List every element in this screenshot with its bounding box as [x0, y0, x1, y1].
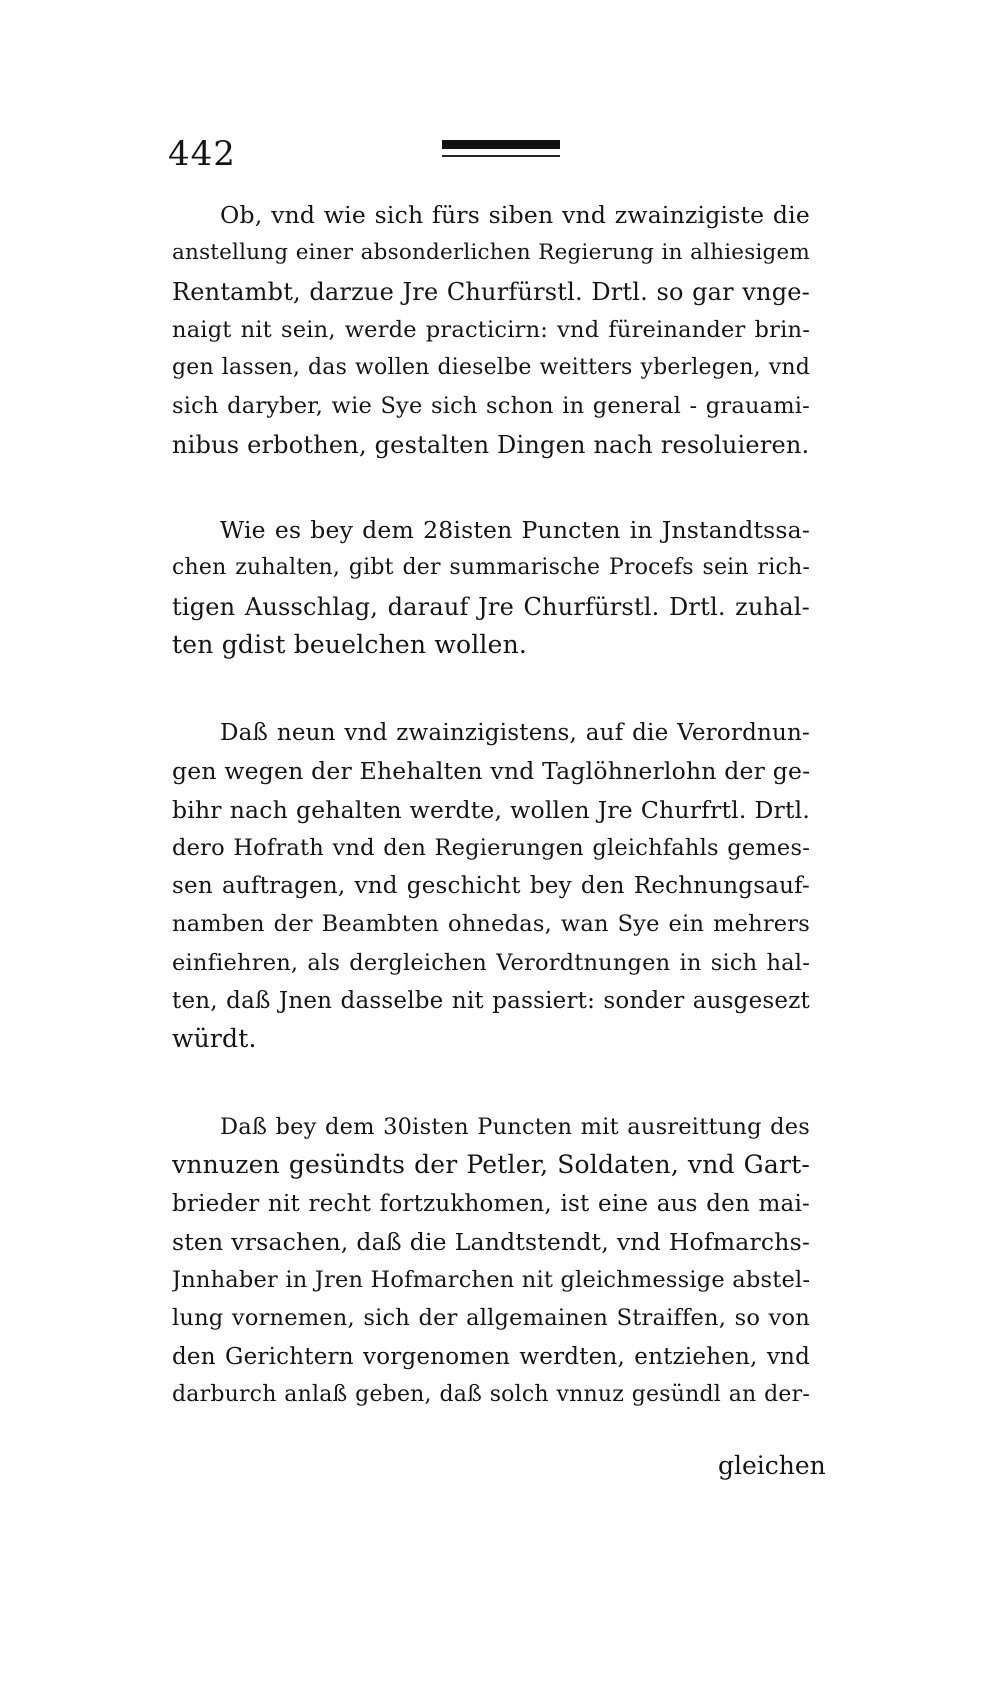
- paragraph-line: naigt nit sein, werde practicirn: vnd füreinander brin-: [172, 316, 810, 343]
- paragraph-3: [172, 714, 810, 1059]
- paragraph-line: Ob, vnd wie sich fürs siben vnd zwainzigiste die: [220, 201, 810, 229]
- paragraph-line: darburch anlaß geben, daß solch vnnuz gesündl an der-: [172, 1382, 810, 1408]
- paragraph-line: tigen Ausschlag, darauf Jre Churfürstl. Drtl. zuhal-: [172, 592, 810, 621]
- paragraph-line: chen zuhalten, gibt der summarische Procefs sein rich-: [172, 555, 810, 581]
- paragraph-line: Jnnhaber in Jren Hofmarchen nit gleichmessige abstel-: [172, 1267, 810, 1294]
- paragraph-line: ten gdist beuelchen wollen.: [172, 629, 528, 659]
- paragraph-line: gen lassen, das wollen dieselbe weitters yberlegen, vnd: [172, 355, 810, 381]
- paragraph-line: gen wegen der Ehehalten vnd Taglöhnerlohn der ge-: [172, 757, 810, 786]
- catchword: gleichen: [718, 1451, 826, 1480]
- paragraph-line: dero Hofrath vnd den Regierungen gleichfahls gemes-: [172, 834, 810, 861]
- paragraph-line: bihr nach gehalten werdte, wollen Jre Churfrtl. Drtl.: [172, 795, 810, 824]
- paragraph-2: [172, 511, 810, 664]
- page-number: 442: [168, 134, 236, 174]
- header-rule: [442, 140, 560, 160]
- paragraph-line: nibus erbothen, gestalten Dingen nach resoluieren.: [172, 430, 810, 459]
- paragraph-line: Daß neun vnd zwainzigistens, auf die Verordnun-: [220, 720, 810, 746]
- paragraph-line: den Gerichtern vorgenomen werdten, entziehen, vnd: [172, 1343, 810, 1370]
- paragraph-line: Rentambt, darzue Jre Churfürstl. Drtl. so gar vnge-: [172, 277, 810, 306]
- paragraph-line: brieder nit recht fortzukhomen, ist eine aus den mai-: [172, 1190, 810, 1217]
- paragraph-1: [172, 196, 810, 464]
- paragraph-4: [172, 1108, 810, 1414]
- paragraph-line: würdt.: [172, 1024, 257, 1054]
- paragraph-line: sen auftragen, vnd geschicht bey den Rechnungsauf-: [172, 873, 810, 900]
- paragraph-line: sten vrsachen, daß die Landtstendt, vnd Hofmarchs-: [172, 1227, 810, 1256]
- paragraph-line: sich daryber, wie Sye sich schon in general - grauami-: [172, 393, 810, 420]
- header-rule-thin: [442, 155, 560, 157]
- paragraph-line: namben der Beambten ohnedas, wan Sye ein mehrers: [172, 911, 810, 938]
- header-rule-thick: [442, 140, 560, 149]
- paragraph-line: ten, daß Jnen dasselbe nit passiert: sonder ausgesezt: [172, 988, 810, 1015]
- paragraph-line: einfiehren, als dergleichen Verordtnungen in sich hal-: [172, 949, 810, 976]
- paragraph-line: Wie es bey dem 28isten Puncten in Jnstandtssa-: [220, 516, 810, 544]
- paragraph-line: lung vornemen, sich der allgemainen Straiffen, so von: [172, 1305, 810, 1332]
- paragraph-line: vnnuzen gesündts der Petler, Soldaten, vnd Gart-: [172, 1150, 810, 1180]
- paragraph-line: Daß bey dem 30isten Puncten mit ausreittung des: [220, 1114, 810, 1140]
- paragraph-line: anstellung einer absonderlichen Regierung in alhiesigem: [172, 240, 810, 266]
